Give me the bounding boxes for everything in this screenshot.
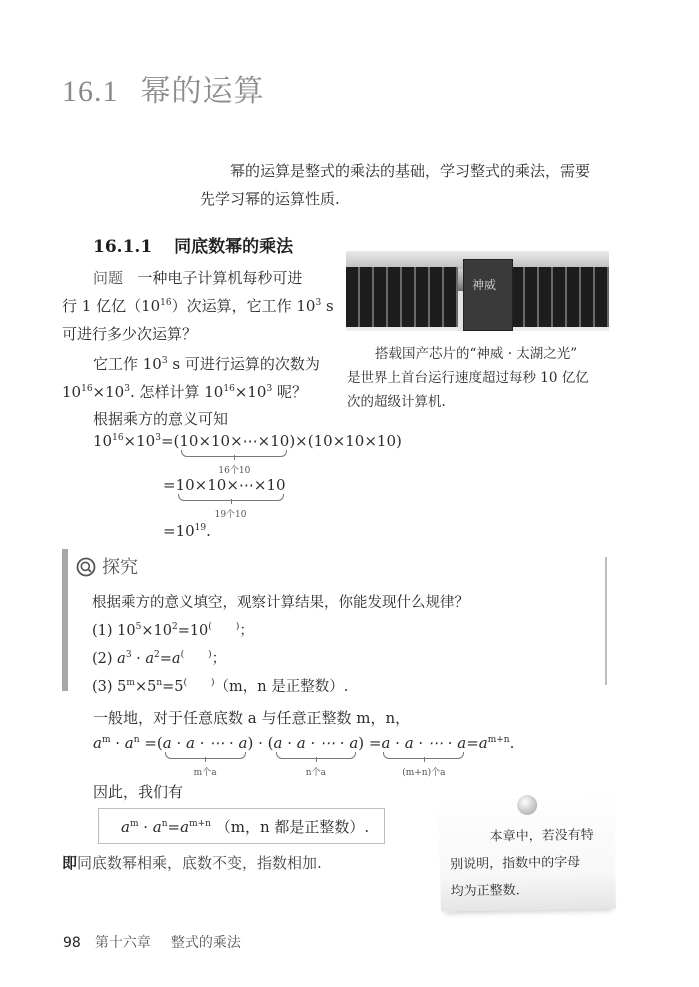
- text-run: 5: [117, 679, 127, 695]
- photo-caption: [347, 342, 617, 414]
- side-note-text: [449, 822, 610, 906]
- explore-title: 探究: [102, 557, 138, 578]
- text-run: =(: [139, 734, 163, 752]
- photo-cabinet: 神威: [463, 259, 513, 331]
- blank-exponent[interactable]: [181, 650, 212, 660]
- exponent: 2: [171, 622, 178, 632]
- text-run: )×(10×10×10): [289, 432, 402, 450]
- photo-server-row-right: [509, 267, 609, 327]
- note-line-3: 均为正整数.: [450, 883, 520, 900]
- text-run: ×10: [234, 383, 267, 401]
- problem-text-1: 一种电子计算机每秒可进: [137, 269, 303, 287]
- underbrace-label: 19个10: [214, 510, 247, 520]
- underbrace: [276, 752, 357, 759]
- problem-line-2: [62, 292, 334, 320]
- page-number: 98: [63, 935, 81, 951]
- conclusion-text: 同底数幂相乘，底数不变，指数相加.: [77, 854, 322, 872]
- section-title: [62, 66, 265, 110]
- text-run: 10: [117, 623, 136, 639]
- text-run: =5: [162, 679, 184, 695]
- text-run: s: [321, 297, 334, 315]
- pushpin-icon: [517, 795, 537, 815]
- exponent: 19: [194, 523, 207, 533]
- paren: (: [208, 622, 212, 632]
- problem-line-3: 可进行多少次运算？: [62, 325, 198, 343]
- conclusion-lead: 即: [62, 854, 78, 872]
- subsection-heading: [93, 232, 293, 257]
- brace-content: 10×10×⋯×10: [179, 432, 290, 450]
- blank-exponent[interactable]: [183, 678, 214, 688]
- underbrace: [165, 752, 246, 759]
- underbrace-19-tens: [175, 476, 286, 520]
- chapter-title: 整式的乘法: [170, 935, 241, 951]
- text-run: ×10: [92, 383, 125, 401]
- text-run: =10: [163, 522, 195, 540]
- paren: (: [180, 650, 185, 660]
- page-footer: [63, 932, 241, 952]
- explore-left-bar: [62, 549, 68, 691]
- paren: (: [183, 678, 187, 688]
- exponent: n: [156, 678, 163, 688]
- intro-line-1: 幂的运算是整式的乘法的基础，学习整式的乘法，需要: [230, 162, 591, 180]
- underbrace-label: m个a: [193, 768, 217, 778]
- text-run: 10: [62, 383, 82, 401]
- therefore-text: 因此，我们有: [93, 783, 184, 801]
- underbrace-n-a: [273, 734, 359, 778]
- text-run: =: [163, 476, 176, 494]
- exponent: 3: [155, 433, 161, 443]
- text-run: =a: [167, 818, 190, 836]
- underbrace: [181, 450, 287, 457]
- underbrace-label: 16个10: [218, 466, 251, 476]
- text-run: . 怎样计算 10: [129, 383, 224, 401]
- explore-prompt: 根据乘方的意义填空，观察计算结果，你能发现什么规律？: [92, 595, 469, 611]
- intro-line-2: 先学习幂的运算性质.: [200, 190, 340, 208]
- subsection-number: 16.1.1: [93, 237, 153, 257]
- text-run: 行 1 亿亿（10: [62, 297, 161, 315]
- problem-line-6: 根据乘方的意义可知: [93, 410, 229, 428]
- general-derivation: [93, 734, 515, 778]
- exponent: n: [133, 735, 140, 745]
- exponent: 3: [125, 650, 132, 660]
- underbrace-m-a: [162, 734, 248, 778]
- chapter-label: 第十六章: [94, 935, 151, 951]
- text-run: a: [93, 734, 102, 752]
- text-run: s 可进行运算的次数为: [167, 355, 320, 373]
- exponent: n: [161, 819, 168, 829]
- exponent: 3: [315, 298, 322, 308]
- text-run: 呢？: [272, 383, 307, 401]
- magnifier-icon: [76, 557, 96, 577]
- exponent: 16: [223, 384, 235, 394]
- exponent: 3: [161, 356, 168, 366]
- explore-item: [92, 645, 469, 673]
- exponent: m: [126, 678, 135, 688]
- text-run: 10: [93, 432, 113, 450]
- text-run: ) =: [358, 734, 382, 752]
- text-run: ；: [211, 651, 227, 667]
- text-run: ×10: [123, 432, 156, 450]
- explore-right-rule: [605, 557, 607, 685]
- text-run: .: [509, 734, 515, 752]
- text-run: =a: [159, 651, 181, 667]
- exponent: 16: [81, 384, 93, 394]
- explore-heading: [76, 553, 138, 579]
- caption-line-2: 是世界上首台运行速度超过每秒 10 亿亿: [347, 370, 589, 386]
- underbrace-label: (m+n)个a: [402, 768, 446, 778]
- text-run: · a: [131, 651, 155, 667]
- paren: ): [211, 678, 215, 688]
- text-run: ) · (: [247, 734, 274, 752]
- section-number: 16.1: [62, 75, 119, 108]
- formula-condition: （m，n 都是正整数）.: [215, 818, 370, 836]
- underbrace-m-plus-n-a: [381, 734, 467, 778]
- exponent: m: [101, 735, 111, 745]
- underbrace: [383, 752, 464, 759]
- exponent: 5: [135, 622, 142, 632]
- text-run: 它工作 10: [93, 355, 162, 373]
- conclusion-statement: [62, 852, 322, 873]
- exponent: 16: [160, 298, 172, 308]
- text-run: · a: [110, 734, 134, 752]
- text-run: ×10: [141, 623, 172, 639]
- explore-content: [92, 589, 469, 701]
- paren: ): [208, 650, 212, 660]
- text-run: ；: [239, 623, 254, 639]
- problem-line-5: [62, 378, 307, 406]
- underbrace-label: n个a: [305, 768, 326, 778]
- text-run: a: [121, 818, 130, 836]
- note-line-1: 本章中，若没有特: [489, 827, 594, 845]
- derivation-line-2: [163, 476, 286, 520]
- exponent: m+n: [487, 735, 510, 745]
- problem-line-4: [93, 350, 320, 378]
- item-label: (2): [92, 651, 113, 667]
- brace-content: a · a · ⋯ · a: [273, 734, 359, 752]
- exponent: 3: [266, 384, 273, 394]
- text-run: ）次运算，它工作 10: [171, 297, 316, 315]
- exponent: m+n: [189, 819, 211, 829]
- text-run: · a: [138, 818, 162, 836]
- blank-exponent[interactable]: [208, 622, 239, 632]
- brace-content: 10×10×⋯×10: [175, 476, 286, 494]
- explore-item: [92, 617, 469, 645]
- underbrace: [178, 494, 284, 501]
- brace-content: a · a · ⋯ · a: [162, 734, 248, 752]
- underbrace-16-tens: [179, 432, 290, 476]
- exponent: 3: [124, 384, 130, 394]
- problem-line-1: [93, 264, 302, 292]
- exponent: m: [129, 819, 139, 829]
- supercomputer-photo: [346, 251, 609, 331]
- text-run: .: [206, 522, 211, 540]
- photo-server-row-left: [346, 267, 458, 327]
- section-title-text: 幂的运算: [140, 75, 265, 108]
- text-run: =a: [466, 734, 488, 752]
- subsection-title: 同底数幂的乘法: [174, 237, 294, 257]
- brace-content: a · a · ⋯ · a: [381, 734, 467, 752]
- text-run: a: [117, 651, 126, 667]
- general-intro: 一般地，对于任意底数 a 与任意正整数 m，n，: [93, 709, 411, 727]
- exponent: 16: [112, 433, 124, 443]
- text-run: ×5: [134, 679, 157, 695]
- paren: ): [235, 622, 240, 632]
- derivation-line-3: [163, 522, 211, 540]
- side-note: [439, 793, 616, 911]
- caption-line-1: 搭载国产芯片的“神威 · 太湖之光”: [375, 346, 578, 362]
- exponent: 2: [154, 650, 160, 660]
- formula-box: [98, 808, 385, 844]
- problem-label: 问题: [93, 269, 124, 287]
- derivation-line-1: [93, 432, 402, 476]
- item-label: (3): [92, 679, 113, 695]
- text-run: =(: [160, 432, 180, 450]
- caption-line-3: 次的超级计算机.: [347, 394, 446, 410]
- intro-paragraph: [200, 157, 620, 213]
- explore-box: [62, 549, 607, 695]
- note-line-2: 别说明，指数中的字母: [450, 855, 581, 873]
- explore-item: [92, 673, 469, 701]
- text-run: （m，n 是正整数）.: [214, 679, 349, 695]
- item-label: (1): [92, 623, 113, 639]
- text-run: =10: [177, 623, 209, 639]
